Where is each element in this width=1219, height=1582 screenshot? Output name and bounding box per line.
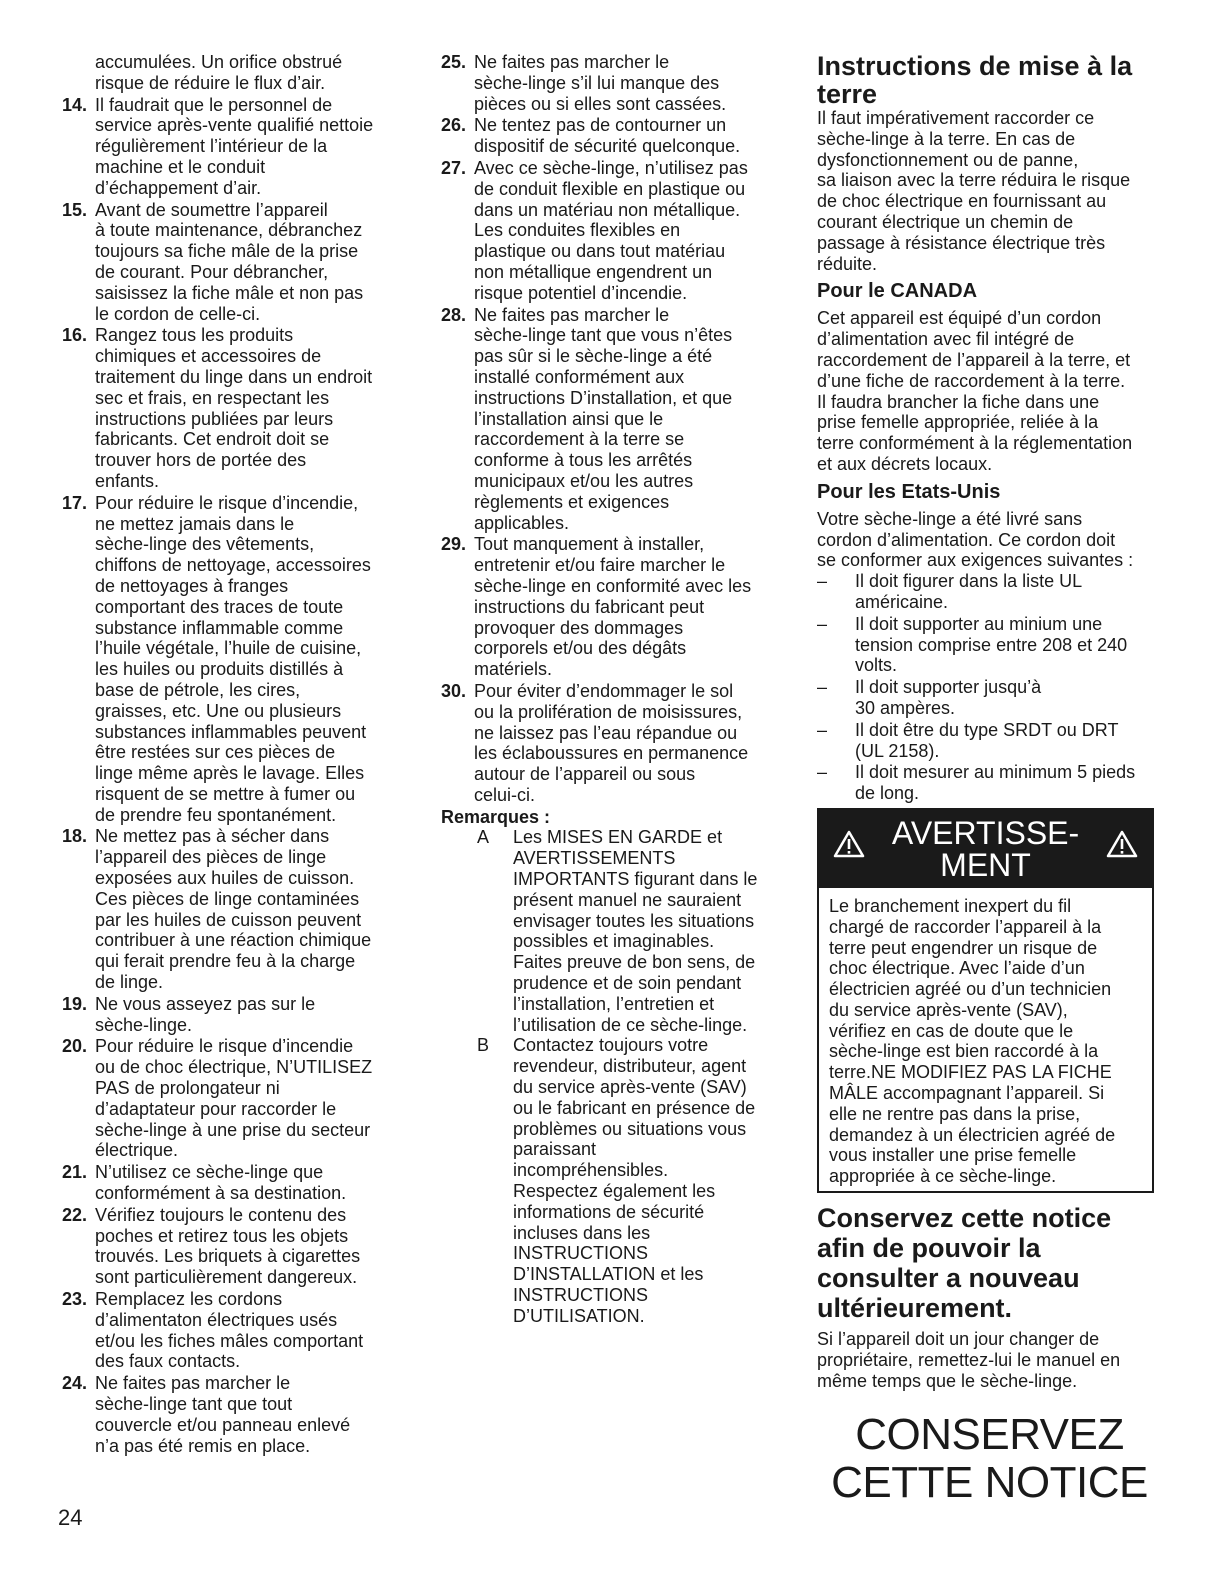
- list-item: [62, 1205, 397, 1288]
- item-text: Pour réduire le risque d’incendie, ne mettez jamais dans le sèche-linge des vêtements, chiffons de nettoyage, accessoires de nettoyages à franges comportant des traces de toute substance inflammable comme l’huile végétale, l’huile de cuisine, les huiles ou produits distillés à base de pétrole, les cires, graisses, etc. Une ou plusieurs substances inflammables peuvent être restées sur ces pièces de linge même après le lavage. Elles risquent de se mettre à fumer ou de prendre feu spontanément.: [95, 492, 371, 825]
- remark-text: Contactez toujours votre revendeur, distributeur, agent du service après-vente (SAV) ou le fabricant en présence de problèmes ou situations vous paraissant incompréhensibles. Respectez également les informations de sécurité incluses dans les INSTRUCTIONS D’INSTALLATION et les INSTRUCTIONS D’UTILISATION.: [513, 1035, 756, 1326]
- canada-heading: Pour le CANADA: [817, 280, 978, 303]
- safety-list-2: [441, 52, 781, 806]
- list-item: [441, 534, 781, 680]
- requirement-item: [817, 762, 1162, 804]
- item-text: Il faudrait que le personnel de service après-vente qualifié nettoie régulièrement l’intérieur de la machine et le conduit d’échappement d’air.: [95, 94, 374, 198]
- item-text: Vérifiez toujours le contenu des poches et retirez tous les objets trouvés. Les briquets à cigarettes sont particulièrement dangereux.: [95, 1204, 361, 1288]
- remark-text: Les MISES EN GARDE et AVERTISSEMENTS IMPORTANTS figurant dans le présent manuel ne sauraient envisager toutes les situations possibles et imaginables. Faites preuve de bon sens, de prudence et de soin pendant l’installation, l’entretien et l’utilisation de ce sèche-linge.: [513, 827, 758, 1035]
- requirement-item: [817, 720, 1162, 762]
- dash-bullet: –: [817, 571, 828, 592]
- list-item: [62, 95, 397, 199]
- requirement-text: Il doit mesurer au minimum 5 pieds de long.: [855, 762, 1136, 804]
- column-left: [62, 52, 397, 1457]
- warning-box: [817, 808, 1154, 1193]
- requirement-text: Il doit supporter jusqu’à 30 ampères.: [855, 677, 1042, 718]
- list-item: [62, 493, 397, 826]
- item-text: Remplacez les cordons d’alimentaton électriques usés et/ou les fiches mâles comportant des faux contacts.: [95, 1289, 364, 1372]
- item-number: 28.: [441, 304, 467, 325]
- list-item: [62, 1036, 397, 1161]
- item-number: 23.: [62, 1289, 88, 1310]
- list-item: [62, 826, 397, 992]
- page-number: 24: [58, 1505, 83, 1530]
- item-text: Rangez tous les produits chimiques et accessoires de traitement du linge dans un endroit sec et frais, en respectant les instructions publiées par leurs fabricants. Cet endroit doit se trouver hors de portée des enfants.: [95, 325, 373, 491]
- usa-heading: Pour les Etats-Unis: [817, 480, 1001, 503]
- warning-text: Le branchement inexpert du fil chargé de raccorder l’appareil à la terre peut engendrer un risque de choc électrique. Avec l’aide d’un électricien agréé ou d’un technicien du service après-vente (SAV), vérifiez en cas de doute que le sèche-linge est bien raccordé à la terre.NE MODIFIEZ PAS LA FICHE MÂLE accompagnant l’appareil. Si elle ne rentre pas dans la prise, demandez à un électricien agréé de vous installer une prise femelle appropriée à ce sèche-linge.: [829, 895, 1116, 1187]
- list-item: [62, 1373, 397, 1456]
- item-number: 18.: [62, 826, 88, 847]
- dash-bullet: –: [817, 613, 828, 634]
- item-text: N’utilisez ce sèche-linge que conformément à sa destination.: [95, 1162, 347, 1204]
- list-item: [441, 158, 781, 304]
- keep-notice-text: Si l’appareil doit un jour changer de propriétaire, remettez-lui le manuel en même temps que le sèche-linge.: [817, 1329, 1121, 1391]
- requirement-item: [817, 614, 1162, 676]
- item-text: Avec ce sèche-linge, n’utilisez pas de conduit flexible en plastique ou dans un matériau non métallique. Les conduites flexibles en plastique ou dans tout matériau non métallique engendrent un risque potentiel d’incendie.: [474, 157, 748, 303]
- column-right: [817, 52, 1162, 1507]
- list-item: [441, 52, 781, 114]
- canada-text: Cet appareil est équipé d’un cordon d’alimentation avec fil intégré de raccordement de l’appareil à la terre, et d’une fiche de raccordement à la terre. Il faudra brancher la fiche dans une prise femelle appropriée, reliée à la terre conformément à la réglementation et aux décrets locaux.: [817, 308, 1133, 474]
- item-number: 20.: [62, 1036, 88, 1057]
- keep-notice-banner: CONSERVEZ CETTE NOTICE: [831, 1410, 1148, 1508]
- item-text: Pour éviter d’endommager le sol ou la prolifération de moisissures, ne laissez pas l’eau répandue ou les éclaboussures en permanence autour de l’appareil ou sous celui-ci.: [474, 680, 749, 805]
- warning-title: AVERTISSE- MENT: [891, 814, 1080, 883]
- item-number: 27.: [441, 157, 467, 178]
- item-number: 24.: [62, 1373, 88, 1394]
- item-text: Ne faites pas marcher le sèche-linge s’il lui manque des pièces ou si elles sont cassées.: [474, 52, 727, 114]
- list-item: [62, 1162, 397, 1204]
- item-number: 14.: [62, 94, 88, 115]
- safety-list-1: [62, 95, 397, 1457]
- requirement-item: [817, 677, 1162, 719]
- item-number: 16.: [62, 325, 88, 346]
- item-text: Ne vous asseyez pas sur le sèche-linge.: [95, 993, 316, 1035]
- list-item: [62, 325, 397, 491]
- item-number: 15.: [62, 199, 88, 220]
- item-number: 19.: [62, 993, 88, 1014]
- item-text: Pour réduire le risque d’incendie ou de choc électrique, N’UTILISEZ PAS de prolongateur ni d’adaptateur pour raccorder le sèche-linge à une prise du secteur électrique.: [95, 1036, 373, 1161]
- item-text: Ne mettez pas à sécher dans l’appareil des pièces de linge exposées aux huiles de cuisson. Ces pièces de linge contaminées par les huiles de cuisson peuvent contribuer à une réaction chimique qui ferait prendre feu à la charge de linge.: [95, 826, 372, 993]
- requirement-text: Il doit supporter au minium une tension comprise entre 208 et 240 volts.: [855, 613, 1128, 676]
- item-text: Ne faites pas marcher le sèche-linge tant que vous n’êtes pas sûr si le sèche-linge a été installé conformément aux instructions D’installation, et que l’installation ainsi que le raccordement à la terre se conforme à tous les arrêtés municipaux et/ou les autres règlements et exigences applicables.: [474, 304, 733, 533]
- grounding-heading: Instructions de mise à la terre: [817, 51, 1133, 109]
- item-text: Avant de soumettre l’appareil à toute maintenance, débranchez toujours sa fiche mâle de la prise de courant. Pour débrancher, saisissez la fiche mâle et non pas le cordon de celle-ci.: [95, 199, 364, 324]
- keep-notice-heading: Conservez cette notice afin de pouvoir la consulter a nouveau ultérieurement.: [817, 1203, 1112, 1324]
- usa-requirements-list: [817, 571, 1162, 804]
- remark-letter: A: [477, 827, 490, 848]
- list-item: [62, 994, 397, 1036]
- remarks-list: [441, 827, 781, 1326]
- warning-triangle-icon: [1106, 830, 1138, 858]
- grounding-text: Il faut impérativement raccorder ce sèche-linge à la terre. En cas de dysfonctionnement ou de panne, sa liaison avec la terre réduira le risque de choc électrique en fournissant au courant électrique un chemin de passage à résistance électrique très réduite.: [817, 108, 1131, 274]
- remark-item: [441, 827, 781, 1035]
- item-number: 26.: [441, 115, 467, 136]
- requirement-text: Il doit être du type SRDT ou DRT (UL 2158).: [855, 719, 1119, 761]
- list-item: [62, 200, 397, 325]
- list-item: [441, 305, 781, 534]
- dash-bullet: –: [817, 762, 828, 783]
- item-text: Ne tentez pas de contourner un dispositif de sécurité quelconque.: [474, 115, 741, 157]
- list-item: [441, 115, 781, 157]
- requirement-text: Il doit figurer dans la liste UL américaine.: [855, 571, 1083, 612]
- item-text: Ne faites pas marcher le sèche-linge tant que tout couvercle et/ou panneau enlevé n’a pas été remis en place.: [95, 1373, 351, 1456]
- list-item: [441, 681, 781, 806]
- requirement-item: [817, 571, 1162, 613]
- continuation-text: accumulées. Un orifice obstrué risque de réduire le flux d’air.: [95, 52, 343, 93]
- remark-item: [441, 1035, 781, 1326]
- item-number: 30.: [441, 680, 467, 701]
- warning-header: [819, 810, 1152, 888]
- dash-bullet: –: [817, 677, 828, 698]
- item-text: Tout manquement à installer, entretenir et/ou faire marcher le sèche-linge en conformité avec les instructions du fabricant peut provoquer des dommages corporels et/ou des dégâts matériels.: [474, 534, 752, 680]
- remark-letter: B: [477, 1035, 490, 1056]
- item-number: 21.: [62, 1162, 88, 1183]
- column-middle: [441, 52, 781, 1327]
- item-number: 22.: [62, 1204, 88, 1225]
- usa-text: Votre sèche-linge a été livré sans cordon d’alimentation. Ce cordon doit se conformer aux exigences suivantes :: [817, 508, 1134, 571]
- item-number: 17.: [62, 492, 88, 513]
- remarks-title: Remarques :: [441, 806, 551, 827]
- list-item: [62, 1289, 397, 1372]
- dash-bullet: –: [817, 719, 828, 740]
- item-number: 25.: [441, 52, 467, 72]
- item-number: 29.: [441, 534, 467, 555]
- warning-triangle-icon: [833, 830, 865, 858]
